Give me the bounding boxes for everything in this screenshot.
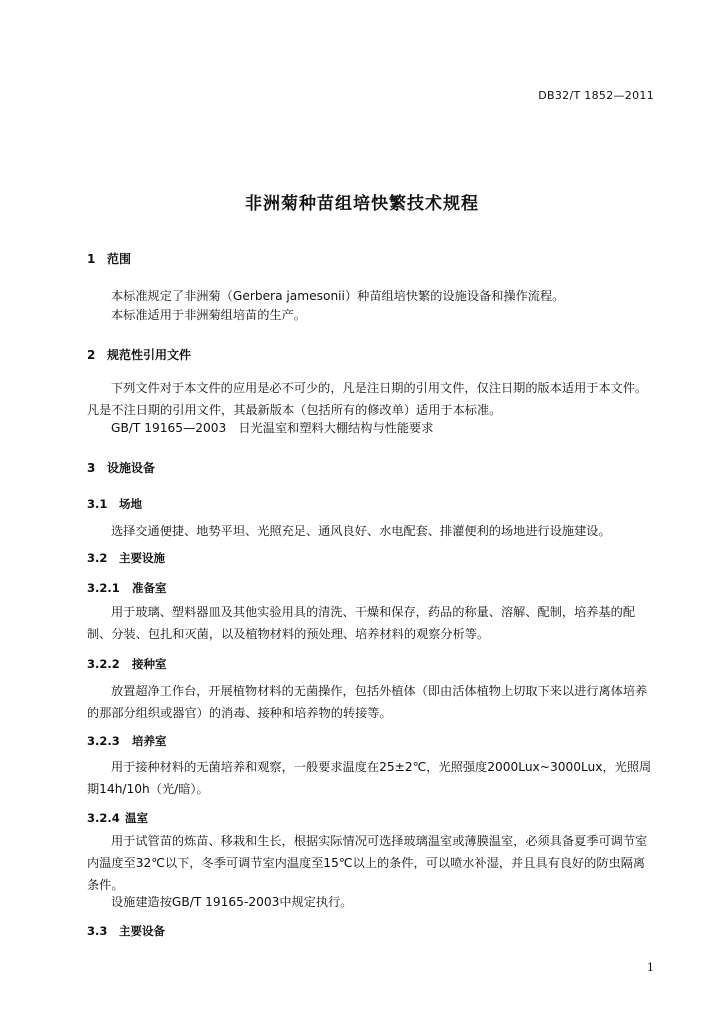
- section-3-2-1-paragraph: 用于玻璃、塑料器皿及其他实验用具的清洗、干燥和保存，药品的称量、溶解、配制，培养基的配制、分装、包扎和灭菌，以及植物材料的预处理、培养材料的观察分析等。: [87, 605, 636, 641]
- section-number: 3.2.3: [87, 734, 120, 748]
- section-3-heading: [87, 459, 155, 476]
- section-3-2-3-heading: [87, 733, 167, 749]
- section-number: 3.2.2: [87, 657, 120, 671]
- section-number: 3.2.4: [87, 811, 120, 825]
- section-3-1-paragraph: 选择交通便捷、地势平坦、光照充足、通风良好、水电配套、排灌便利的场地进行设施建设。: [111, 524, 611, 538]
- section-3-2-4-paragraph-2: 设施建造按GB/T 19165-2003中规定执行。: [111, 895, 353, 909]
- section-title: 范围: [107, 252, 132, 266]
- section-3-3-heading: [87, 923, 165, 939]
- page-number: 1: [647, 961, 654, 974]
- section-number: 3: [87, 461, 96, 475]
- section-2-heading: [87, 346, 191, 363]
- section-title: 准备室: [132, 581, 167, 595]
- section-3-2-2-heading: [87, 656, 167, 672]
- section-title: 场地: [119, 497, 142, 511]
- normative-reference: GB/T 19165—2003 日光温室和塑料大棚结构与性能要求: [111, 421, 434, 435]
- document-code: DB32/T 1852—2011: [538, 89, 654, 102]
- section-2-paragraph-1: 下列文件对于本文件的应用是必不可少的，凡是注日期的引用文件，仅注日期的版本适用于本文件。凡是不注日期的引用文件，其最新版本（包括所有的修改单）适用于本标准。: [87, 381, 648, 417]
- section-3-1-heading: [87, 496, 142, 512]
- section-title: 主要设备: [119, 924, 165, 938]
- section-3-2-1-heading: [87, 580, 167, 596]
- document-title: 非洲菊种苗组培快繁技术规程: [245, 194, 479, 214]
- section-number: 2: [87, 348, 96, 362]
- section-1-paragraph-2: 本标准适用于非洲菊组培苗的生产。: [111, 308, 306, 322]
- section-number: 3.2.1: [87, 581, 120, 595]
- section-3-2-3-paragraph: 用于接种材料的无菌培养和观察，一般要求温度在25±2℃，光照强度2000Lux~3000Lux，光照周期14h/10h（光/暗）。: [87, 760, 652, 796]
- section-number: 3.1: [87, 497, 108, 511]
- section-number: 1: [87, 252, 96, 266]
- section-title: 接种室: [132, 657, 167, 671]
- section-1-paragraph-1: 本标准规定了非洲菊（Gerbera jamesonii）种苗组培快繁的设施设备和操作流程。: [111, 289, 565, 303]
- section-title: 规范性引用文件: [107, 348, 192, 362]
- section-title: 培养室: [132, 734, 167, 748]
- section-title: 温室: [125, 811, 148, 825]
- section-3-2-4-heading: [87, 810, 148, 826]
- section-title: 设施设备: [107, 461, 156, 475]
- section-1-heading: [87, 250, 131, 267]
- section-3-2-2-paragraph: 放置超净工作台，开展植物材料的无菌操作，包括外植体（即由活体植物上切取下来以进行离体培养的那部分组织或器官）的消毒、接种和培养物的转接等。: [87, 684, 648, 720]
- section-3-2-4-paragraph-1: 用于试管苗的炼苗、移栽和生长，根据实际情况可选择玻璃温室或薄膜温室，必须具备夏季可调节室内温度至32℃以下，冬季可调节室内温度至15℃以上的条件，可以喷水补湿，并且具有良好的防虫隔离条件。: [87, 834, 648, 892]
- section-number: 3.2: [87, 551, 108, 565]
- section-title: 主要设施: [119, 551, 165, 565]
- section-3-2-heading: [87, 550, 165, 566]
- section-number: 3.3: [87, 924, 108, 938]
